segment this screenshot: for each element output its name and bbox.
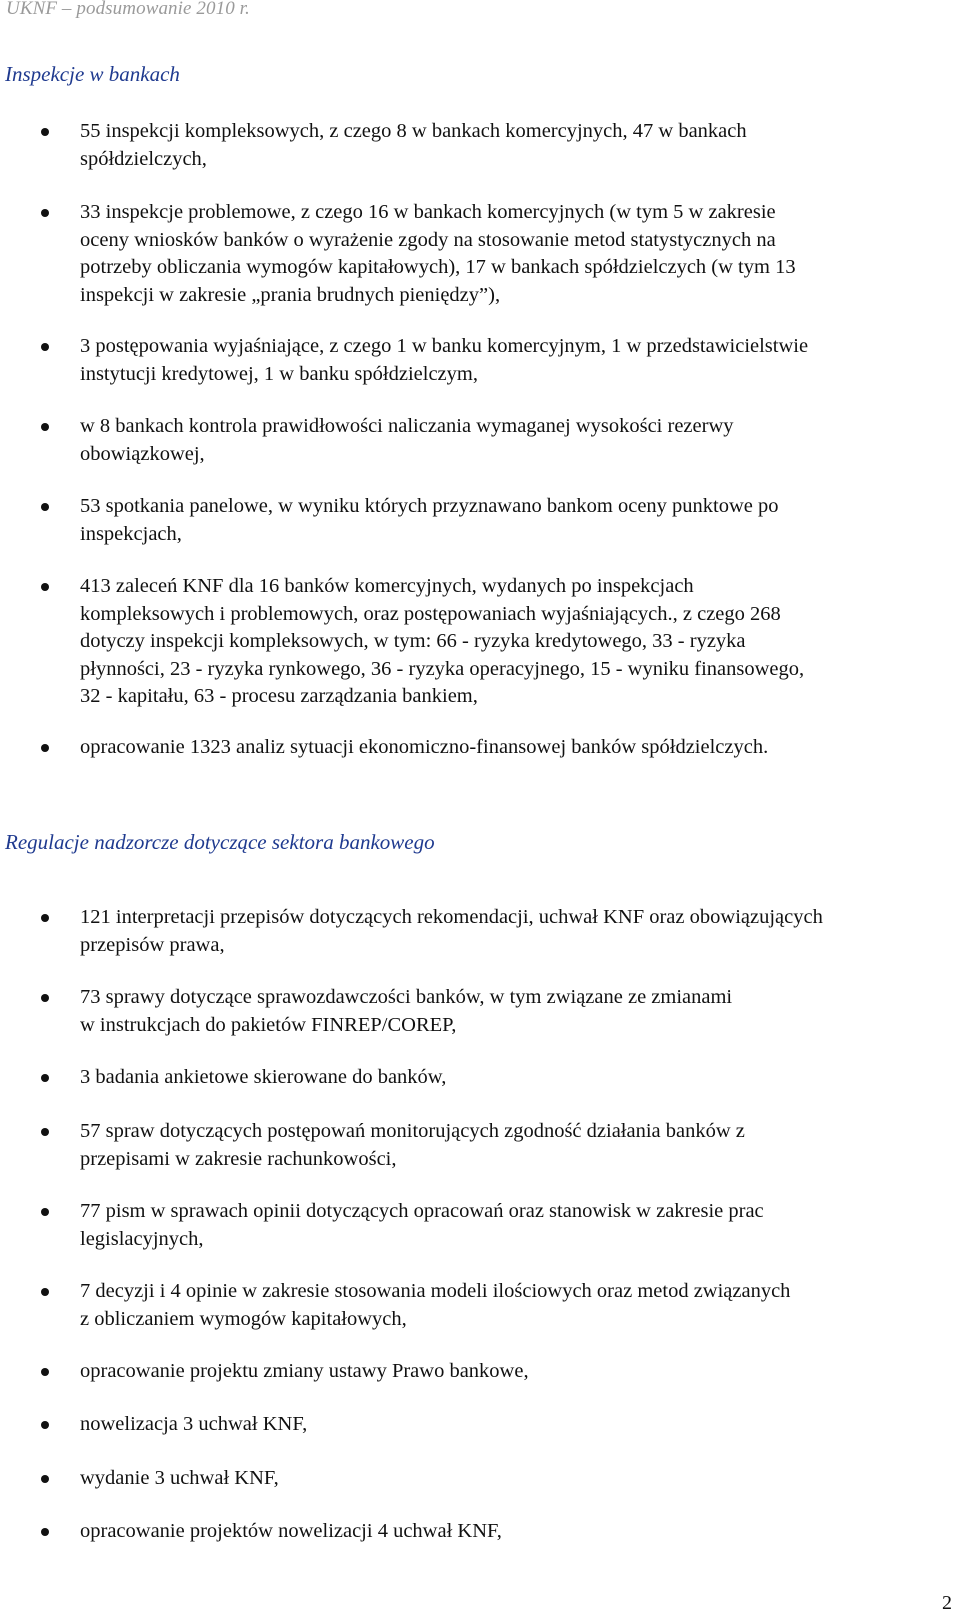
list-item-text: 413 zaleceń KNF dla 16 banków komercyjnych, wydanych po inspekcjach kompleksowych i problemowych, oraz postępowaniach wyjaśniających., z czego 268 dotyczy inspekcji kompleksowych, w tym: 66 - ryzyka kredytowego, 33 - ryzyka płynności, 23 - ryzyka rynkowego, 36 - ryzyka operacyjnego, 15 - wyniku finansowego, 32 - kapitału, 63 - procesu zarządzania bankiem,	[80, 575, 805, 707]
list-item-text: nowelizacja 3 uchwał KNF,	[80, 1413, 308, 1435]
bullet-icon	[41, 1368, 49, 1376]
list-item-text: 33 inspekcje problemowe, z czego 16 w bankach komercyjnych (w tym 5 w zakresie oceny wniosków banków o wyrażenie zgody na stosowanie metod statystycznych na potrzeby obliczania wymogów kapitałowych), 17 w bankach spółdzielczych (w tym 13 inspekcji w zakresie „prania brudnych pieniędzy”),	[80, 201, 796, 306]
section-title-inspections: Inspekcje w bankach	[5, 62, 180, 86]
bullet-icon	[41, 1421, 49, 1429]
bullet-icon	[41, 209, 49, 217]
list-item-text: 77 pism w sprawach opinii dotyczących opracowań oraz stanowisk w zakresie prac legislacyjnych,	[80, 1200, 764, 1250]
list-item-text: wydanie 3 uchwał KNF,	[80, 1467, 279, 1489]
list-item-text: opracowanie 1323 analiz sytuacji ekonomiczno-finansowej banków spółdzielczych.	[80, 736, 769, 758]
document-header: UKNF – podsumowanie 2010 r.	[6, 0, 250, 19]
list-item-text: 55 inspekcji kompleksowych, z czego 8 w bankach komercyjnych, 47 w bankach spółdzielczych,	[80, 120, 747, 170]
bullet-icon	[41, 1074, 49, 1082]
list-item-text: opracowanie projektu zmiany ustawy Prawo bankowe,	[80, 1360, 529, 1382]
bullet-icon	[41, 423, 49, 431]
page-number: 2	[942, 1592, 952, 1614]
bullet-icon	[41, 1128, 49, 1136]
bullet-icon	[41, 583, 49, 591]
list-item-text: 57 spraw dotyczących postępowań monitorujących zgodność działania banków z przepisami w zakresie rachunkowości,	[80, 1120, 745, 1170]
bullet-icon	[41, 128, 49, 136]
bullet-icon	[41, 503, 49, 511]
bullet-icon	[41, 994, 49, 1002]
list-item-text: 53 spotkania panelowe, w wyniku których przyznawano bankom oceny punktowe po inspekcjach,	[80, 495, 779, 545]
bullet-icon	[41, 744, 49, 752]
list-item-text: 73 sprawy dotyczące sprawozdawczości banków, w tym związane ze zmianami w instrukcjach do pakietów FINREP/COREP,	[80, 986, 733, 1036]
list-item-text: 7 decyzji i 4 opinie w zakresie stosowania modeli ilościowych oraz metod związanych z obliczaniem wymogów kapitałowych,	[80, 1280, 791, 1330]
list-item-text: 3 badania ankietowe skierowane do banków,	[80, 1066, 447, 1088]
bullet-icon	[41, 914, 49, 922]
bullet-icon	[41, 1208, 49, 1216]
list-item-text: 121 interpretacji przepisów dotyczących rekomendacji, uchwał KNF oraz obowiązujących przepisów prawa,	[80, 906, 823, 956]
bullet-icon	[41, 1475, 49, 1483]
bullet-icon	[41, 1288, 49, 1296]
list-item-text: 3 postępowania wyjaśniające, z czego 1 w banku komercyjnym, 1 w przedstawicielstwie instytucji kredytowej, 1 w banku spółdzielczym,	[80, 335, 809, 385]
section-title-regulations: Regulacje nadzorcze dotyczące sektora bankowego	[5, 830, 435, 854]
list-item-text: w 8 bankach kontrola prawidłowości naliczania wymaganej wysokości rezerwy obowiązkowej,	[80, 415, 734, 465]
bullet-icon	[41, 1528, 49, 1536]
list-item-text: opracowanie projektów nowelizacji 4 uchwał KNF,	[80, 1520, 502, 1542]
bullet-icon	[41, 343, 49, 351]
